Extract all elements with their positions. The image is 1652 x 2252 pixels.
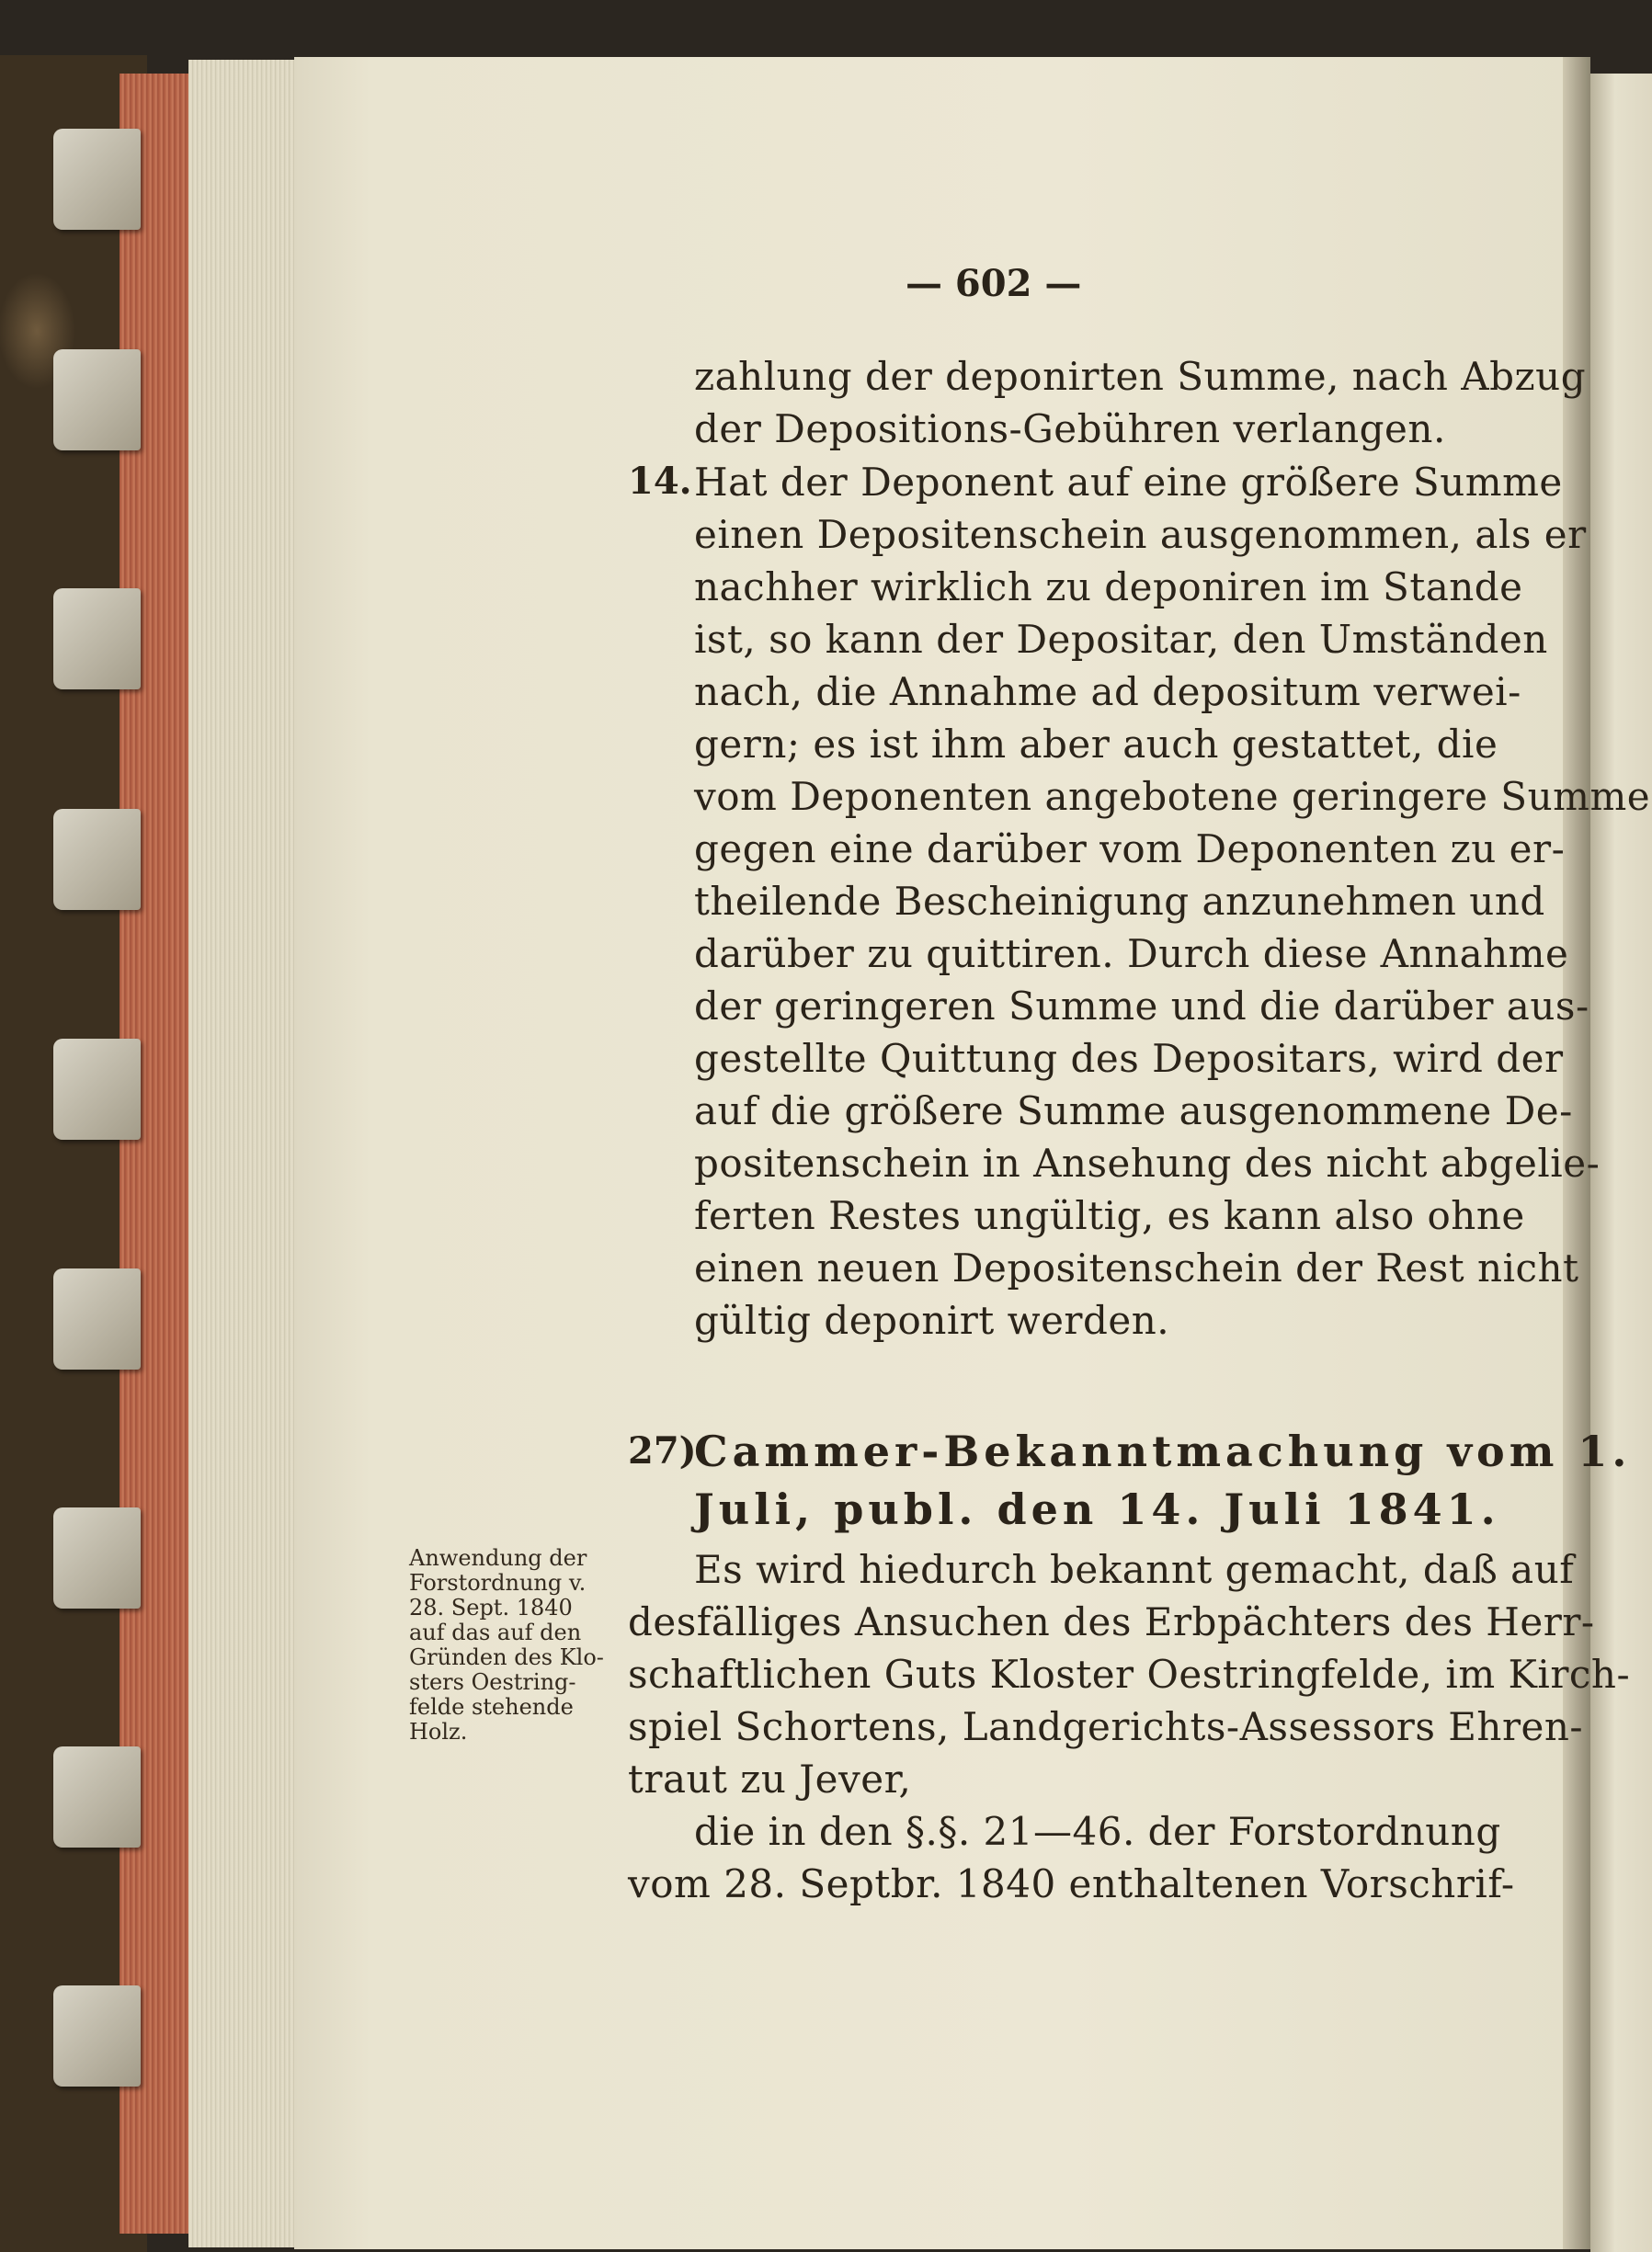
index-tab	[53, 1039, 141, 1140]
item-line: positenschein in Ansehung des nicht abgelie-	[694, 1141, 1601, 1186]
item-line: einen neuen Depositenschein der Rest nicht	[694, 1245, 1579, 1291]
body-line: vom 28. Septbr. 1840 enthaltenen Vorschrif-	[628, 1861, 1515, 1906]
body-line: die in den §.§. 21—46. der Forstordnung	[694, 1809, 1501, 1854]
body-line: traut zu Jever,	[628, 1757, 912, 1802]
section-number: 27)	[628, 1429, 697, 1473]
continuation-line: zahlung der deponirten Summe, nach Abzug	[694, 354, 1587, 399]
body-line: schaftlichen Guts Kloster Oestringfelde, im Kirch-	[628, 1652, 1631, 1697]
body-line: desfälliges Ansuchen des Erbpächters des Herr-	[628, 1599, 1595, 1644]
item-line: Hat der Deponent auf eine größere Summe	[694, 460, 1563, 505]
continuation-line: der Depositions-Gebühren verlangen.	[694, 406, 1446, 451]
item-line: auf die größere Summe ausgenommene De-	[694, 1088, 1573, 1133]
item-line: darüber zu quittiren. Durch diese Annahme	[694, 931, 1569, 976]
item-line: einen Depositenschein ausgenommen, als er	[694, 512, 1587, 557]
item-line: der geringeren Summe und die darüber aus-	[694, 984, 1589, 1029]
index-tab	[53, 588, 141, 689]
item-line: ferten Restes ungültig, es kann also ohne	[694, 1193, 1525, 1238]
page-number: — 602 —	[906, 262, 1082, 305]
margin-note-line: Gründen des Klo-	[409, 1644, 604, 1670]
margin-note-line: sters Oestring-	[409, 1669, 576, 1695]
index-tab	[53, 809, 141, 910]
index-tab	[53, 1746, 141, 1848]
item-line: gegen eine darüber vom Deponenten zu er-	[694, 826, 1566, 871]
margin-note-line: auf das auf den	[409, 1620, 582, 1645]
section-title: Juli, publ. den 14. Juli 1841.	[694, 1484, 1500, 1534]
margin-note-line: Anwendung der	[409, 1545, 587, 1571]
item-line: gern; es ist ihm aber auch gestattet, die	[694, 722, 1498, 767]
index-tab	[53, 1507, 141, 1609]
item-line: nachher wirklich zu deponiren im Stande	[694, 564, 1523, 609]
body-line: spiel Schortens, Landgerichts-Assessors Ehren-	[628, 1704, 1584, 1749]
body-line: Es wird hiedurch bekannt gemacht, daß auf	[694, 1547, 1575, 1592]
item-line: gestellte Quittung des Depositars, wird der	[694, 1036, 1564, 1081]
page-stack-edge	[188, 60, 299, 2247]
index-tab	[53, 349, 141, 450]
index-tab	[53, 129, 141, 230]
margin-note-line: Holz.	[409, 1719, 468, 1745]
item-line: nach, die Annahme ad depositum verwei-	[694, 669, 1521, 714]
margin-note-line: felde stehende	[409, 1694, 574, 1720]
margin-note-line: Forstordnung v.	[409, 1570, 587, 1596]
margin-note-line: 28. Sept. 1840	[409, 1595, 573, 1621]
index-tab	[53, 1268, 141, 1370]
item-number: 14.	[628, 460, 692, 503]
item-line: ist, so kann der Depositar, den Umständen	[694, 617, 1548, 662]
item-line: theilende Bescheinigung anzunehmen und	[694, 879, 1545, 924]
item-line: vom Deponenten angebotene geringere Summe	[694, 774, 1651, 819]
index-tab	[53, 1985, 141, 2087]
section-title: Cammer-Bekanntmachung vom 1.	[694, 1427, 1632, 1476]
item-line: gültig deponirt werden.	[694, 1298, 1170, 1343]
